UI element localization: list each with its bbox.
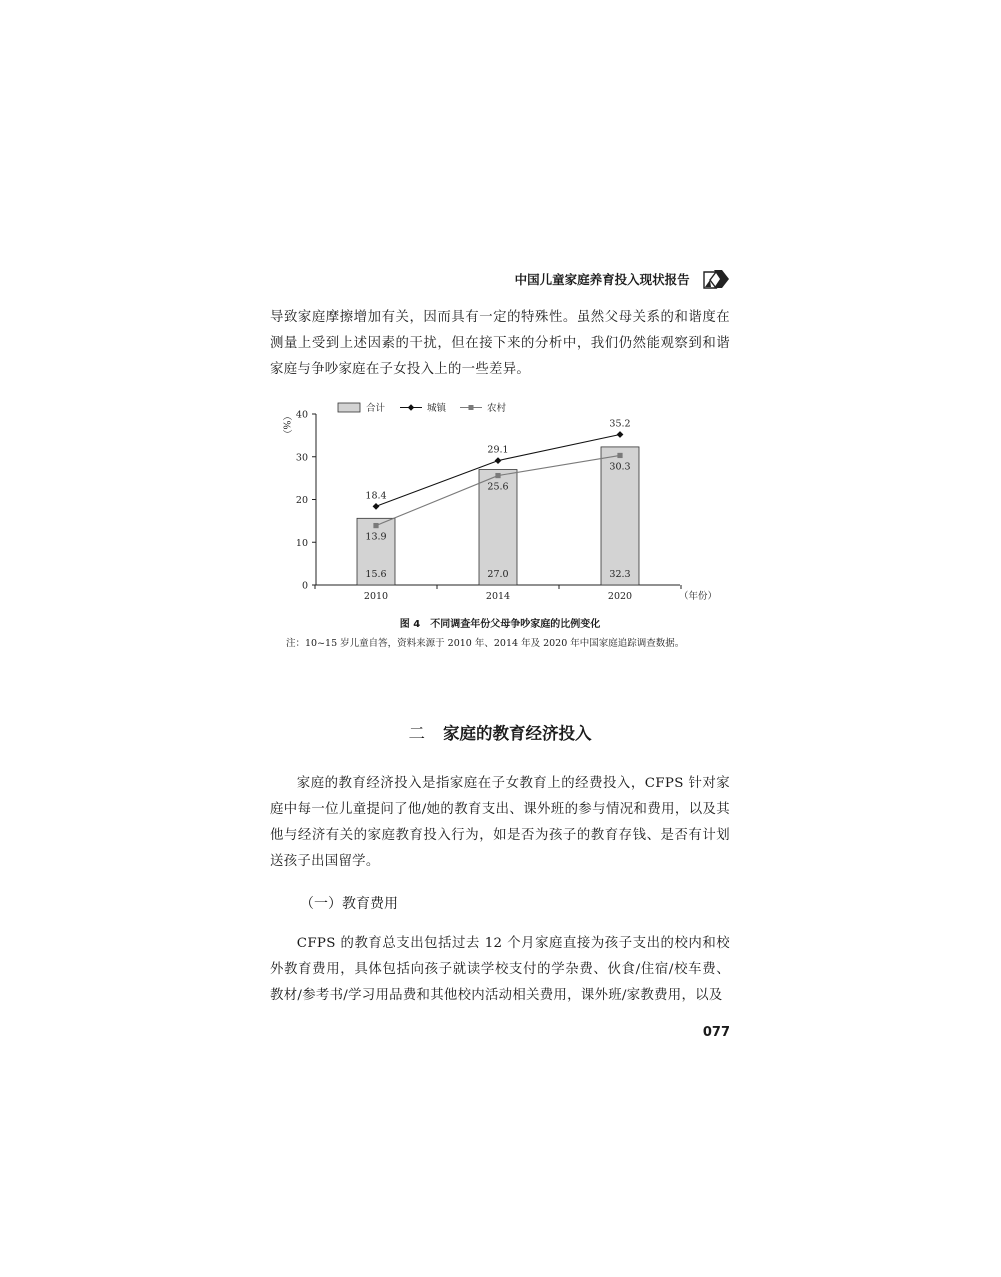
legend-rural-marker [469,405,474,410]
rural-point [373,523,378,528]
section-heading [270,720,730,744]
y-tick-label: 10 [295,537,308,549]
section-paragraph: 家庭的教育经济投入是指家庭在子女教育上的经费投入，CFPS 针对家庭中每一位儿童提问了他/她的教育支出、课外班的参与情况和费用，以及其他与经济有关的家庭教育投入行为，如是否为孩子的教育存钱、是否有计划送孩子出国留学。 [270,776,730,869]
y-axis-label: （%） [280,410,292,440]
legend-label-urban: 城镇 [427,403,447,414]
figure-caption: 图 4 不同调查年份父母争吵家庭的比例变化 [399,619,601,630]
legend-bar-swatch [338,403,360,412]
page-number: 077 [702,1025,730,1040]
y-tick-label: 20 [295,495,308,506]
chapter-arrow-icon [702,268,730,290]
rural-point [617,453,622,458]
urban-point [617,431,624,438]
y-tick-label: 0 [301,580,308,592]
urban-point [373,503,380,510]
bar-data-label: 27.0 [487,569,509,580]
rural-point [495,473,500,478]
section-title: 家庭的教育经济投入 [443,724,592,743]
running-header [270,268,730,290]
intro-paragraph: 导致家庭摩擦增加有关，因而具有一定的特殊性。虽然父母关系的和谐度在测量上受到上述因素的干扰，但在接下来的分析中，我们仍然能观察到和谐家庭与争吵家庭在子女投入上的一些差异。 [270,310,730,377]
figure-note: 注：10~15 岁儿童自答，资料来源于 2010 年、2014 年及 2020 年中国家庭追踪调查数据。 [286,638,685,649]
urban-data-label: 18.4 [365,490,387,502]
y-tick-label: 30 [295,452,308,464]
legend-label-rural: 农村 [487,403,507,414]
x-tick-label: 2014 [485,591,511,602]
subsection-title: （一）教育费用 [300,896,398,912]
x-tick-label: 2010 [363,591,389,602]
rural-data-label: 13.9 [365,531,387,543]
urban-data-label: 29.1 [487,444,509,456]
x-tick-label: 2020 [607,591,633,602]
legend-urban-marker [408,404,414,410]
urban-data-label: 35.2 [609,418,631,430]
y-tick-label: 40 [295,409,308,421]
legend-label-total: 合计 [366,403,386,414]
running-title: 中国儿童家庭养育投入现状报告 [514,272,690,287]
rural-data-label: 30.3 [609,461,631,473]
urban-point [495,457,502,464]
section-number: 二 [408,724,425,743]
bar-data-label: 32.3 [609,569,631,580]
chart [270,395,730,607]
bar-data-label: 15.6 [365,569,387,580]
x-axis-label: （年份） [678,591,718,602]
rural-data-label: 25.6 [487,481,509,493]
subsection-paragraph: CFPS 的教育总支出包括过去 12 个月家庭直接为孩子支出的校内和校外教育费用，具体包括向孩子就读学校支付的学杂费、伙食/住宿/校车费、教材/参考书/学习用品费和其他校内活动相关费用，课外班/家教费用，以及 [270,936,730,1003]
